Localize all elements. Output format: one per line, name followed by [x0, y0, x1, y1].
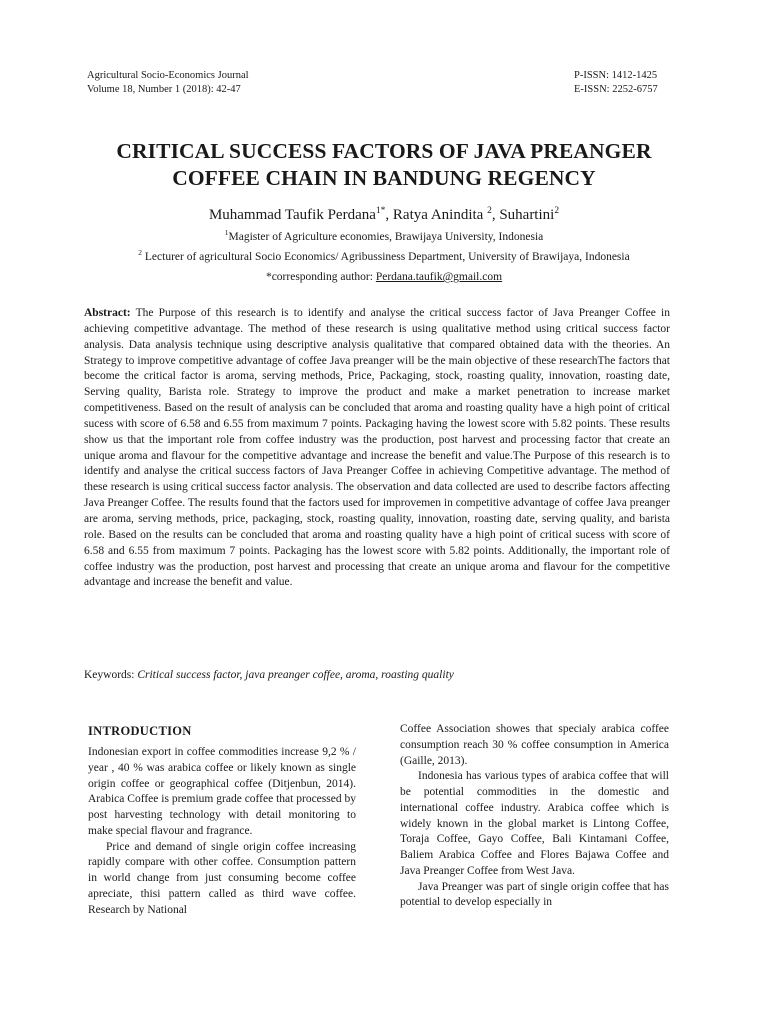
- affiliation-1-mark: 1: [224, 228, 229, 237]
- abstract-text: The Purpose of this research is to identify and analyse the critical success factor of Java Preanger Coffee in achieving competitive advantage. The method of these research is using qualitative method using critical success factor analysis. Data analysis technique using descriptive analysis qualitative that compared obtained data with the theories. An Strategy to improve competitive advantage of coffee Java preanger will be the main objective of these researchThe factors that become the critical factor is aroma, serving methods, Price, Packaging, stock, roasting quality, innovation, roasting date, Serving quality, Barista role. Strategy to improve the product and make a market penetration to increase market competitiveness. Based on the result of analysis can be concluded that aroma and roasting quality have a high point of critical sucess with score of 6.58 and 6.55 from maximum 7 points. Packaging having the lowest score with 5.82 points. These results show us that the important role from coffee industry was the production, post harvest and processing factor that create an unique aroma and flavour for the competitive advantage and increase the benefit and value.The Purpose of this research is to identify and analyse the critical success factors of Java Preanger Coffee in achieving Competitive advantage. The method of these research is using critical success factor analysis. The observation and data collected are used to describe factors affecting Java Preanger Coffee. The results found that the factors used for improvemen in competitive advantage of coffee Java preanger are aroma, serving methods, price, packaging, stock, roasting quality, innovation, roasting date, serving quality, and barista role. Based on the results can be concluded that aroma and roasting quality have a high point of critical sucess with score of 6.58 and 6.55 from maximum 7 points. Packaging has the lowest score with 5.82 points. Additionally, the important role of coffee industry was the production, post harvest and processing that create an unique aroma and flavour for the competitive advantage and increase the benefit and value.: [84, 307, 670, 589]
- author-1-affil: 1*: [375, 206, 386, 216]
- p-issn: P-ISSN: 1412-1425: [574, 70, 658, 81]
- author-1: Muhammad Taufik Perdana: [208, 207, 376, 223]
- paper-title: [60, 138, 708, 192]
- body-column-left: [88, 722, 356, 918]
- corresponding-author: [60, 270, 708, 285]
- abstract: [84, 306, 670, 591]
- paragraph: Java Preanger was part of single origin coffee that has potential to develop especially in: [400, 880, 669, 909]
- title-line-1: CRITICAL SUCCESS FACTORS OF JAVA PREANGER: [116, 139, 652, 163]
- journal-name: Agricultural Socio-Economics Journal: [87, 70, 249, 81]
- affiliation-2-text: Lecturer of agricultural Socio Economics/ Agribussiness Department, University of Brawijaya, Indonesia: [142, 250, 630, 263]
- author-list: [60, 201, 708, 225]
- affiliation-2: [40, 245, 728, 265]
- author-2: , Ratya Anindita: [385, 207, 488, 223]
- paragraph: Price and demand of single origin coffee increasing rapidly compare with other coffee. Consumption pattern in world change from just consuming become coffee apreciate, thisi pattern called as third wave coffee. Research by National: [88, 840, 356, 916]
- abstract-label: Abstract:: [84, 307, 131, 319]
- author-2-affil: 2: [487, 206, 492, 216]
- body-column-right: [400, 722, 669, 911]
- journal-header-right: [574, 69, 658, 97]
- author-3-affil: 2: [554, 206, 560, 216]
- author-3: , Suhartini: [491, 207, 555, 223]
- keywords-terms: Critical success factor, java preanger coffee, aroma, roasting quality: [137, 669, 454, 681]
- paragraph: Coffee Association showes that specialy arabica coffee consumption reach 30 % coffee consumption in America (Gaille, 2013).: [400, 723, 669, 767]
- paragraph: Indonesian export in coffee commodities increase 9,2 % / year , 40 % was arabica coffee or likely known as single origin coffee or geographical coffee (Ditjenbun, 2014). Arabica Coffee is premium grade coffee that processed by post harvesting technology with detail monitoring to make special flavour and fragrance.: [88, 746, 356, 837]
- journal-volume: Volume 18, Number 1 (2018): 42-47: [87, 84, 241, 95]
- e-issn: E-ISSN: 2252-6757: [574, 84, 658, 95]
- affiliation-1-text: Magister of Agriculture economies, Brawijaya University, Indonesia: [228, 230, 544, 243]
- corresponding-email-link[interactable]: Perdana.taufik@gmail.com: [375, 271, 503, 283]
- affiliation-1: [40, 225, 728, 245]
- keywords: [84, 668, 670, 683]
- affiliations: [40, 225, 728, 265]
- title-line-2: COFFEE CHAIN IN BANDUNG REGENCY: [172, 166, 596, 190]
- corresponding-label: *corresponding author:: [265, 271, 376, 283]
- journal-header-left: [87, 69, 249, 97]
- affiliation-2-mark: 2: [138, 247, 143, 257]
- keywords-label: Keywords:: [84, 669, 138, 681]
- paragraph: Indonesia has various types of arabica coffee that will be potential commodities in the domestic and international coffee industry. Arabica coffee which is widely known in the global market is Lintong Coffee, Toraja Coffee, Gayo Coffee, Bali Kintamani Coffee, Baliem Arabica Coffee and Flores Bajawa Coffee and Java Preanger Coffee from West Java.: [400, 770, 669, 877]
- section-heading-introduction: INTRODUCTION: [88, 724, 192, 738]
